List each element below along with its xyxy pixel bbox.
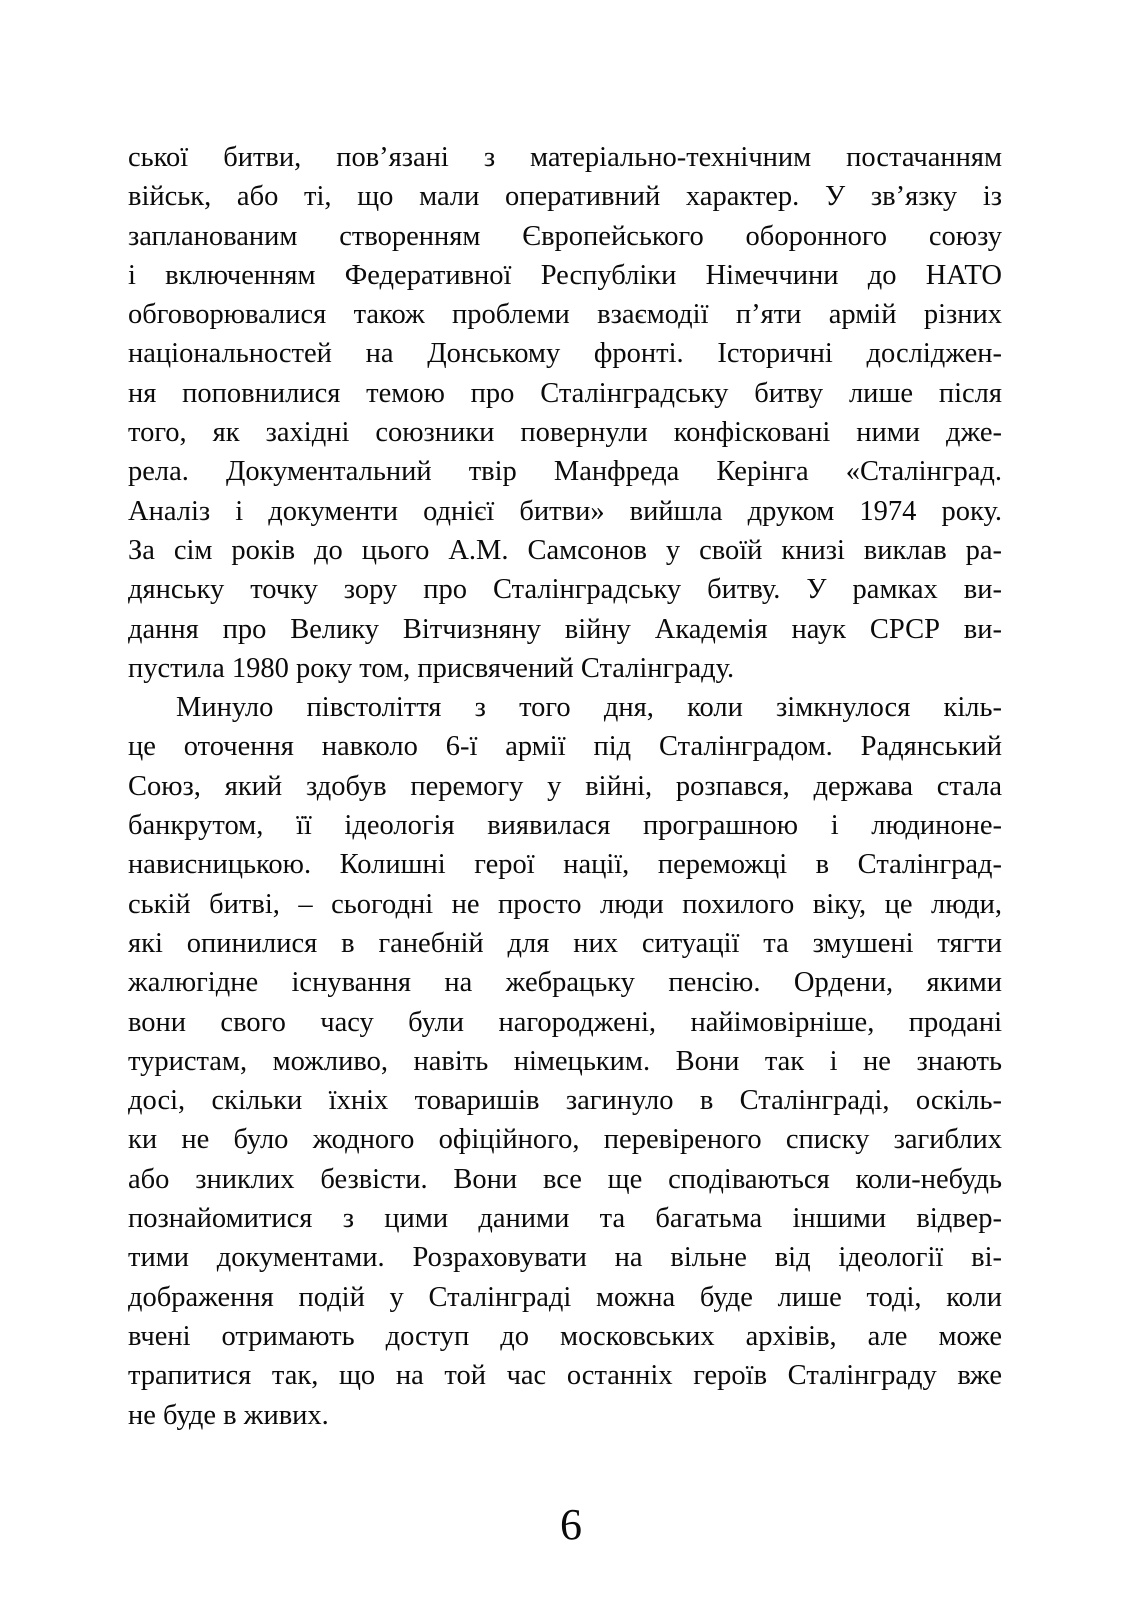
text-line: обговорювалися також проблеми взаємодії п’яти армій різних — [128, 299, 1002, 331]
text-line: того, як західні союзники повернули конфісковані ними дже- — [128, 417, 1002, 449]
text-line: трапитися так, що на той час останніх героїв Сталінграду вже — [128, 1360, 1002, 1392]
text-line: ській битві, – сьогодні не просто люди похилого віку, це люди, — [128, 888, 1002, 920]
text-line: вчені отримають доступ до московських архівів, але може — [128, 1320, 1002, 1352]
text-line: запланованим створенням Європейського оборонного союзу — [128, 220, 1002, 252]
text-line: Союз, який здобув перемогу у війні, розпався, держава стала — [128, 770, 1002, 802]
text-line: вони свого часу були нагороджені, найімовірніше, продані — [128, 1006, 1002, 1038]
text-line: ня поповнилися темою про Сталінградську битву лише після — [128, 377, 1002, 409]
text-line: жалюгідне існування на жебрацьку пенсію. Ордени, якими — [128, 967, 1002, 999]
text-line: дання про Велику Вітчизняну війну Академія наук СРСР ви- — [128, 613, 1002, 645]
text-line: познайомитися з цими даними та багатьма іншими відвер- — [128, 1203, 1002, 1235]
text-line: дянську точку зору про Сталінградську битву. У рамках ви- — [128, 574, 1002, 606]
body-text — [128, 138, 1002, 1435]
text-line: Минуло півстоліття з того дня, коли зімкнулося кіль- — [176, 692, 1002, 724]
text-line: ки не було жодного офіційного, перевіреного списку загиблих — [128, 1124, 1002, 1156]
text-line: військ, або ті, що мали оперативний характер. У зв’язку із — [128, 181, 1002, 213]
text-line: Аналіз і документи однієї битви» вийшла друком 1974 року. — [128, 495, 1002, 527]
text-line: За сім років до цього А.М. Самсонов у своїй книзі виклав ра- — [128, 534, 1002, 566]
text-line: нависницькою. Колишні герої нації, переможці в Сталінград- — [128, 849, 1002, 881]
text-line: і включенням Федеративної Республіки Німеччини до НАТО — [128, 259, 1002, 291]
text-line: банкрутом, її ідеологія виявилася програшною і людиноне- — [128, 810, 1002, 842]
text-line: туристам, можливо, навіть німецьким. Вони так і не знають — [128, 1045, 1002, 1077]
text-line: не буде в живих. — [128, 1399, 329, 1431]
text-line: це оточення навколо 6-ї армії під Сталінградом. Радянський — [128, 731, 1002, 763]
text-line: досі, скільки їхніх товаришів загинуло в Сталінграді, оскіль- — [128, 1085, 1002, 1117]
page-number: 6 — [560, 1500, 582, 1549]
text-line: ської битви, пов’язані з матеріально-технічним постачанням — [128, 142, 1002, 173]
text-line: які опинилися в ганебній для них ситуації та змушені тягти — [128, 927, 1002, 959]
text-line: або зниклих безвісти. Вони все ще сподіваються коли-небудь — [128, 1163, 1002, 1195]
text-line: пустила 1980 року том, присвячений Сталінграду. — [128, 652, 735, 684]
text-line: національностей на Донському фронті. Історичні досліджен- — [128, 338, 1002, 370]
text-line: тими документами. Розраховувати на вільне від ідеології ві- — [128, 1242, 1002, 1274]
text-line: рела. Документальний твір Манфреда Керінга «Сталінград. — [128, 456, 1002, 488]
text-line: дображення подій у Сталінграді можна буде лише тоді, коли — [128, 1281, 1002, 1313]
